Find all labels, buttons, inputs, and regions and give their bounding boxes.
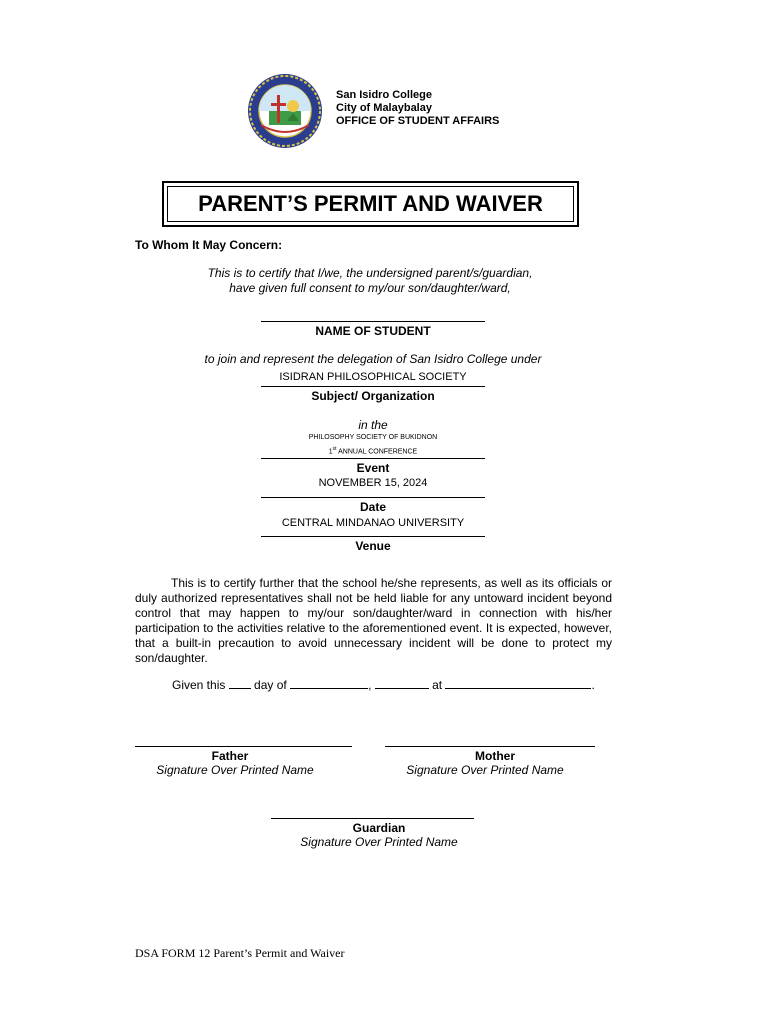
mother-label: Mother [475, 749, 515, 763]
intro-line-1: This is to certify that I/we, the undersigned parent/s/guardian, [207, 266, 533, 280]
organization-value: ISIDRAN PHILOSOPHICAL SOCIETY [279, 371, 467, 383]
guardian-caption: Signature Over Printed Name [300, 835, 458, 849]
event-label: Event [356, 461, 390, 475]
school-name: San Isidro College [336, 89, 432, 101]
form-footer: DSA FORM 12 Parent’s Permit and Waiver [135, 946, 345, 960]
month-blank [290, 688, 368, 689]
college-seal-logo [247, 73, 323, 149]
event-value-line-1: PHILOSOPHY SOCIETY OF BUKIDNON [308, 434, 438, 441]
given-line [172, 678, 595, 692]
join-text: to join and represent the delegation of San Isidro College under [204, 352, 542, 366]
salutation: To Whom It May Concern: [135, 238, 283, 252]
school-city: City of Malaybalay [336, 102, 432, 114]
father-caption: Signature Over Printed Name [156, 763, 314, 777]
year-blank [375, 688, 429, 689]
date-value: NOVEMBER 15, 2024 [318, 477, 428, 489]
given-this-text: Given this [172, 678, 226, 692]
guardian-signature-line [271, 818, 474, 819]
venue-label: Venue [355, 539, 391, 553]
guardian-label: Guardian [352, 821, 406, 835]
organization-line [261, 386, 485, 387]
day-blank [229, 688, 251, 689]
date-line [261, 497, 485, 498]
father-label: Father [211, 749, 249, 763]
event-value-line-2: 1st ANNUAL CONFERENCE [328, 446, 418, 456]
in-the-text: in the [358, 418, 388, 432]
student-name-line [261, 321, 485, 322]
event-line [261, 458, 485, 459]
student-name-label: NAME OF STUDENT [315, 324, 431, 338]
venue-line [261, 536, 485, 537]
comma-text: , [368, 678, 372, 692]
father-signature-line [135, 746, 352, 747]
place-blank [445, 688, 591, 689]
mother-caption: Signature Over Printed Name [406, 763, 564, 777]
mother-signature-line [385, 746, 595, 747]
period-text: . [591, 678, 595, 692]
at-text: at [432, 678, 443, 692]
date-label: Date [359, 500, 386, 514]
intro-line-2: have given full consent to my/our son/daughter/ward, [229, 281, 511, 295]
office-name: OFFICE OF STUDENT AFFAIRS [336, 115, 500, 127]
organization-label: Subject/ Organization [311, 389, 435, 403]
title-box [162, 181, 579, 227]
document-title: PARENT’S PERMIT AND WAIVER [167, 186, 574, 222]
day-of-text: day of [254, 678, 287, 692]
venue-value: CENTRAL MINDANAO UNIVERSITY [281, 517, 465, 529]
waiver-paragraph: This is to certify further that the school he/she represents, as well as its officials or duly authorized representatives shall not be held liable for any untoward incident beyond control that may happen to my/our son/daughter/ward in connection with his/her participation to the activities relative to the aforementioned event. It is expected, however, that a built-in precaution to avoid unnecessary incident will be done to protect my son/daughter. [135, 576, 612, 665]
